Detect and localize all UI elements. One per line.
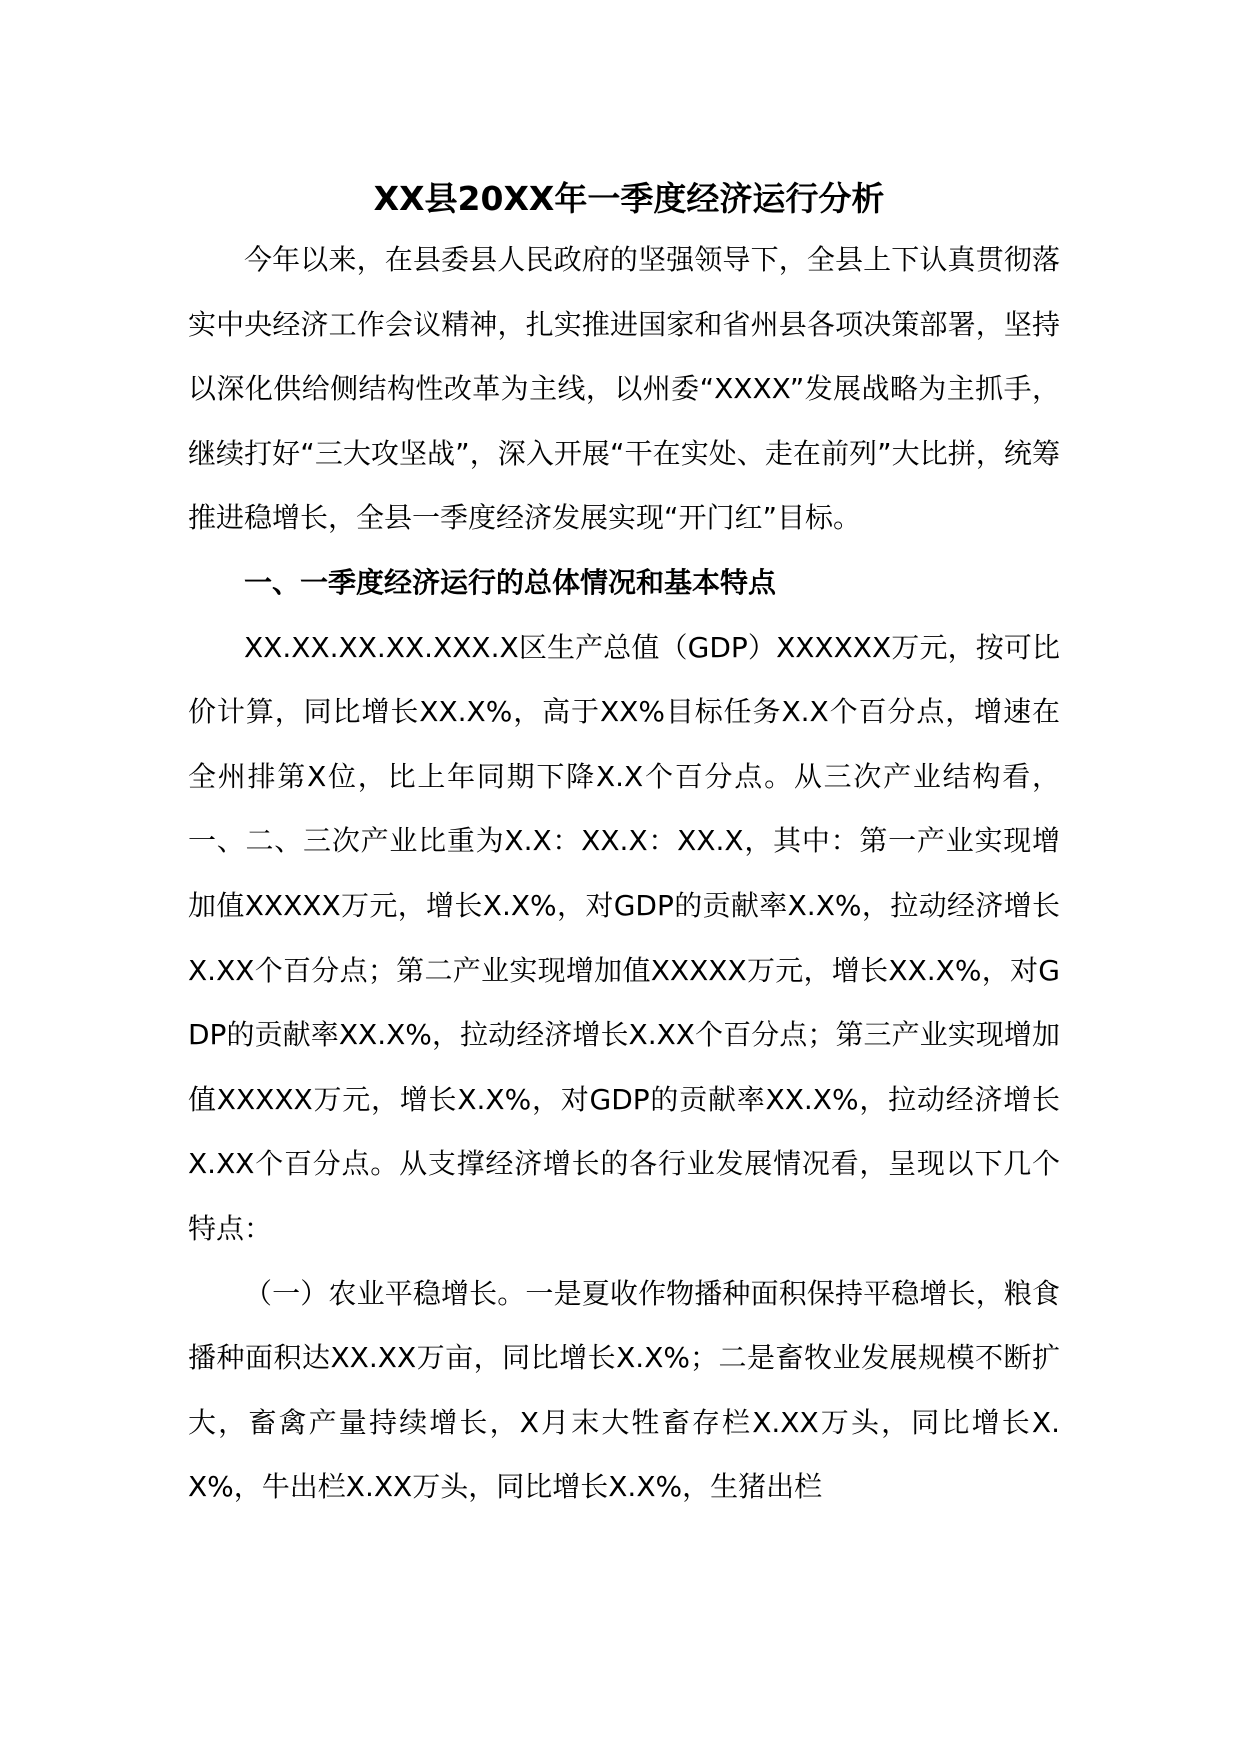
section-heading: 一、一季度经济运行的总体情况和基本特点 <box>244 565 777 599</box>
gdp-paragraph: XX.XX.XX.XX.XXX.X区生产总值（GDP）XXXXXX万元，按可比价计算，同比增长XX.X%，高于XX%目标任务X.X个百分点，增速在全州排第X位，比上年同期下降X.X个百分点。从三次产业结构看，一、二、三次产业比重为X.X：XX.X：XX.X，其中：第一产业实现增加值XXXXX万元，增长X.X%，对GDP的贡献率X.X%，拉动经济增长X.XX个百分点；第二产业实现增加值XXXXX万元，增长XX.X%，对GDP的贡献率XX.X%，拉动经济增长X.XX个百分点；第三产业实现增加值XXXXX万元，增长X.X%，对GDP的贡献率XX.X%，拉动经济增长X.XX个百分点。从支撑经济增长的各行业发展情况看，呈现以下几个特点： <box>188 630 1060 1245</box>
agriculture-paragraph: （一）农业平稳增长。一是夏收作物播种面积保持平稳增长，粮食播种面积达XX.XX万亩，同比增长X.X%；二是畜牧业发展规模不断扩大，畜禽产量持续增长，X月末大牲畜存栏X.XX万头，同比增长X.X%，牛出栏X.XX万头，同比增长X.X%，生猪出栏 <box>188 1276 1060 1504</box>
intro-paragraph: 今年以来，在县委县人民政府的坚强领导下，全县上下认真贯彻落实中央经济工作会议精神，扎实推进国家和省州县各项决策部署，坚持以深化供给侧结构性改革为主线，以州委“XXXX”发展战略为主抓手，继续打好“三大攻坚战”，深入开展“干在实处、走在前列”大比拼，统筹推进稳增长，全县一季度经济发展实现“开门红”目标。 <box>188 243 1060 535</box>
document-title: XX县20XX年一季度经济运行分析 <box>373 179 885 218</box>
